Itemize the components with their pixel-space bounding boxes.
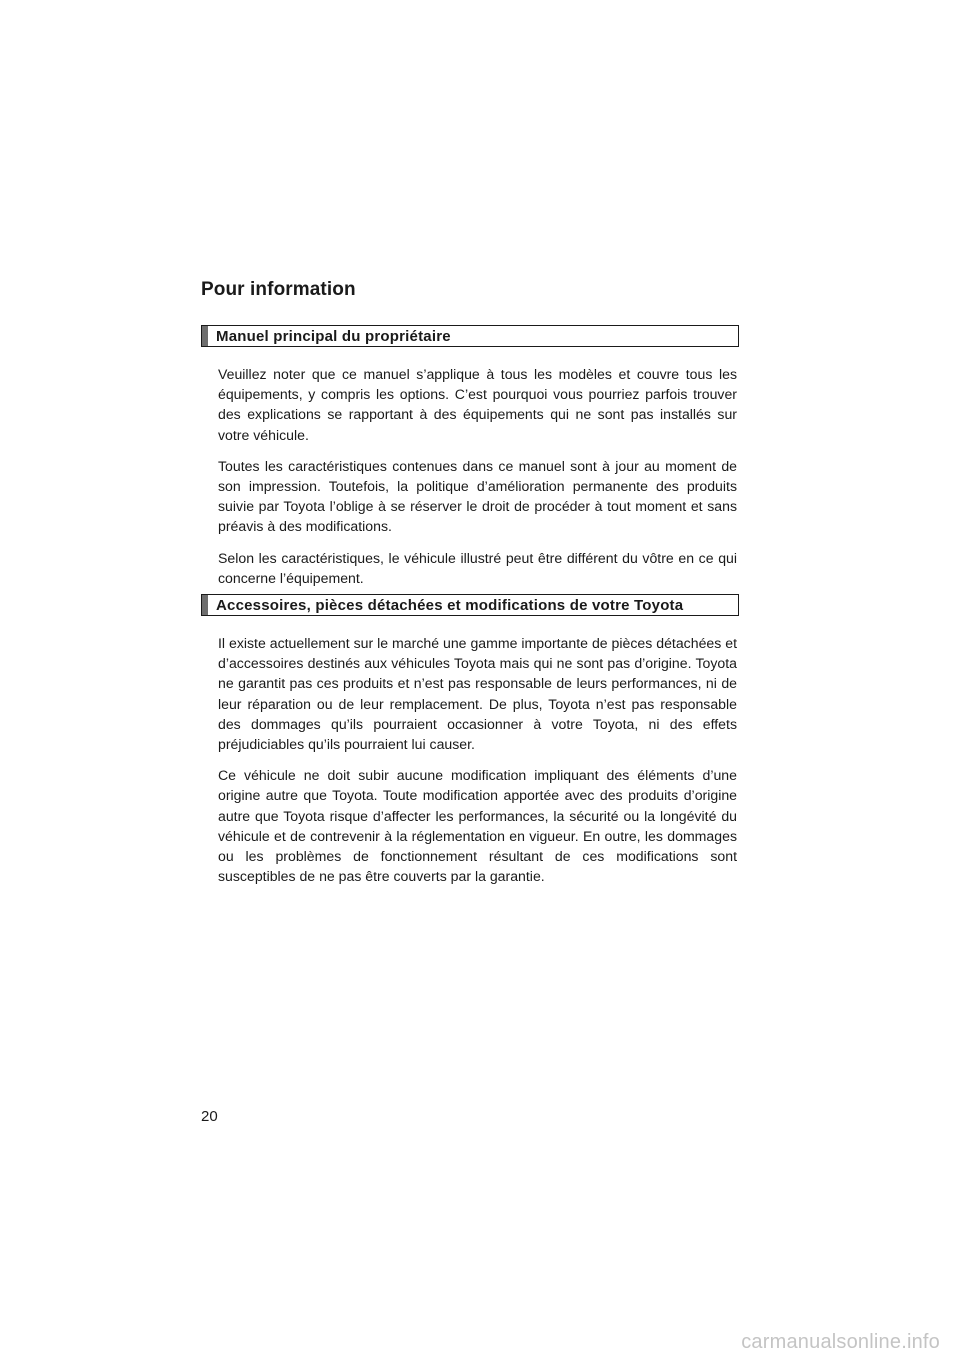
section-heading: Manuel principal du propriétaire bbox=[216, 328, 451, 345]
page-number: 20 bbox=[201, 1108, 218, 1125]
paragraph: Toutes les caractéristiques contenues dans ce manuel sont à jour au moment de son impression. Toutefois, la politique d’amélioration permanente des produits suivie par Toyota l’oblige à se réserver le droit de procéder à tout moment et sans préavis à des modifications. bbox=[218, 457, 737, 535]
paragraph: Ce véhicule ne doit subir aucune modification impliquant des éléments d’une origine autre que Toyota. Toute modification apportée avec des produits d’origine autre que Toyota risque d’affecter les performances, la sécurité ou la longévité du véhicule et de contrevenir à la réglementation en vigueur. En outre, les dommages ou les problèmes de fonctionnement résultant de ces modifications sont susceptibles de ne pas être couverts par la garantie. bbox=[218, 767, 737, 885]
paragraph: Selon les caractéristiques, le véhicule illustré peut être différent du vôtre en ce qui concerne l’équipement. bbox=[218, 549, 737, 586]
watermark: carmanualsonline.info bbox=[741, 1331, 940, 1353]
section-body-owners-manual bbox=[218, 364, 737, 599]
page-title: Pour information bbox=[201, 279, 356, 300]
section-header-accessories bbox=[201, 594, 739, 616]
section-header-bar bbox=[202, 595, 208, 615]
section-header-bar bbox=[202, 326, 208, 346]
paragraph: Veuillez noter que ce manuel s’applique à tous les modèles et couvre tous les équipements, y compris les options. C’est pourquoi vous pourriez parfois trouver des explications se rapportant à des équipements qui ne sont pas installés sur votre véhicule. bbox=[218, 366, 737, 443]
paragraph: Il existe actuellement sur le marché une gamme importante de pièces détachées et d’accessoires destinés aux véhicules Toyota mais qui ne sont pas d’origine. Toyota ne garantit pas ces produits et n’est pas responsable de leurs performances, ni de leur réparation ou de leur remplacement. De plus, Toyota n’est pas responsable des dommages qu’ils pourraient occasionner à votre Toyota, ni des effets préjudiciables qu’ils pourraient lui causer. bbox=[218, 635, 737, 753]
section-header-owners-manual bbox=[201, 325, 739, 347]
section-body-accessories bbox=[218, 633, 737, 897]
section-heading: Accessoires, pièces détachées et modifications de votre Toyota bbox=[216, 597, 684, 614]
